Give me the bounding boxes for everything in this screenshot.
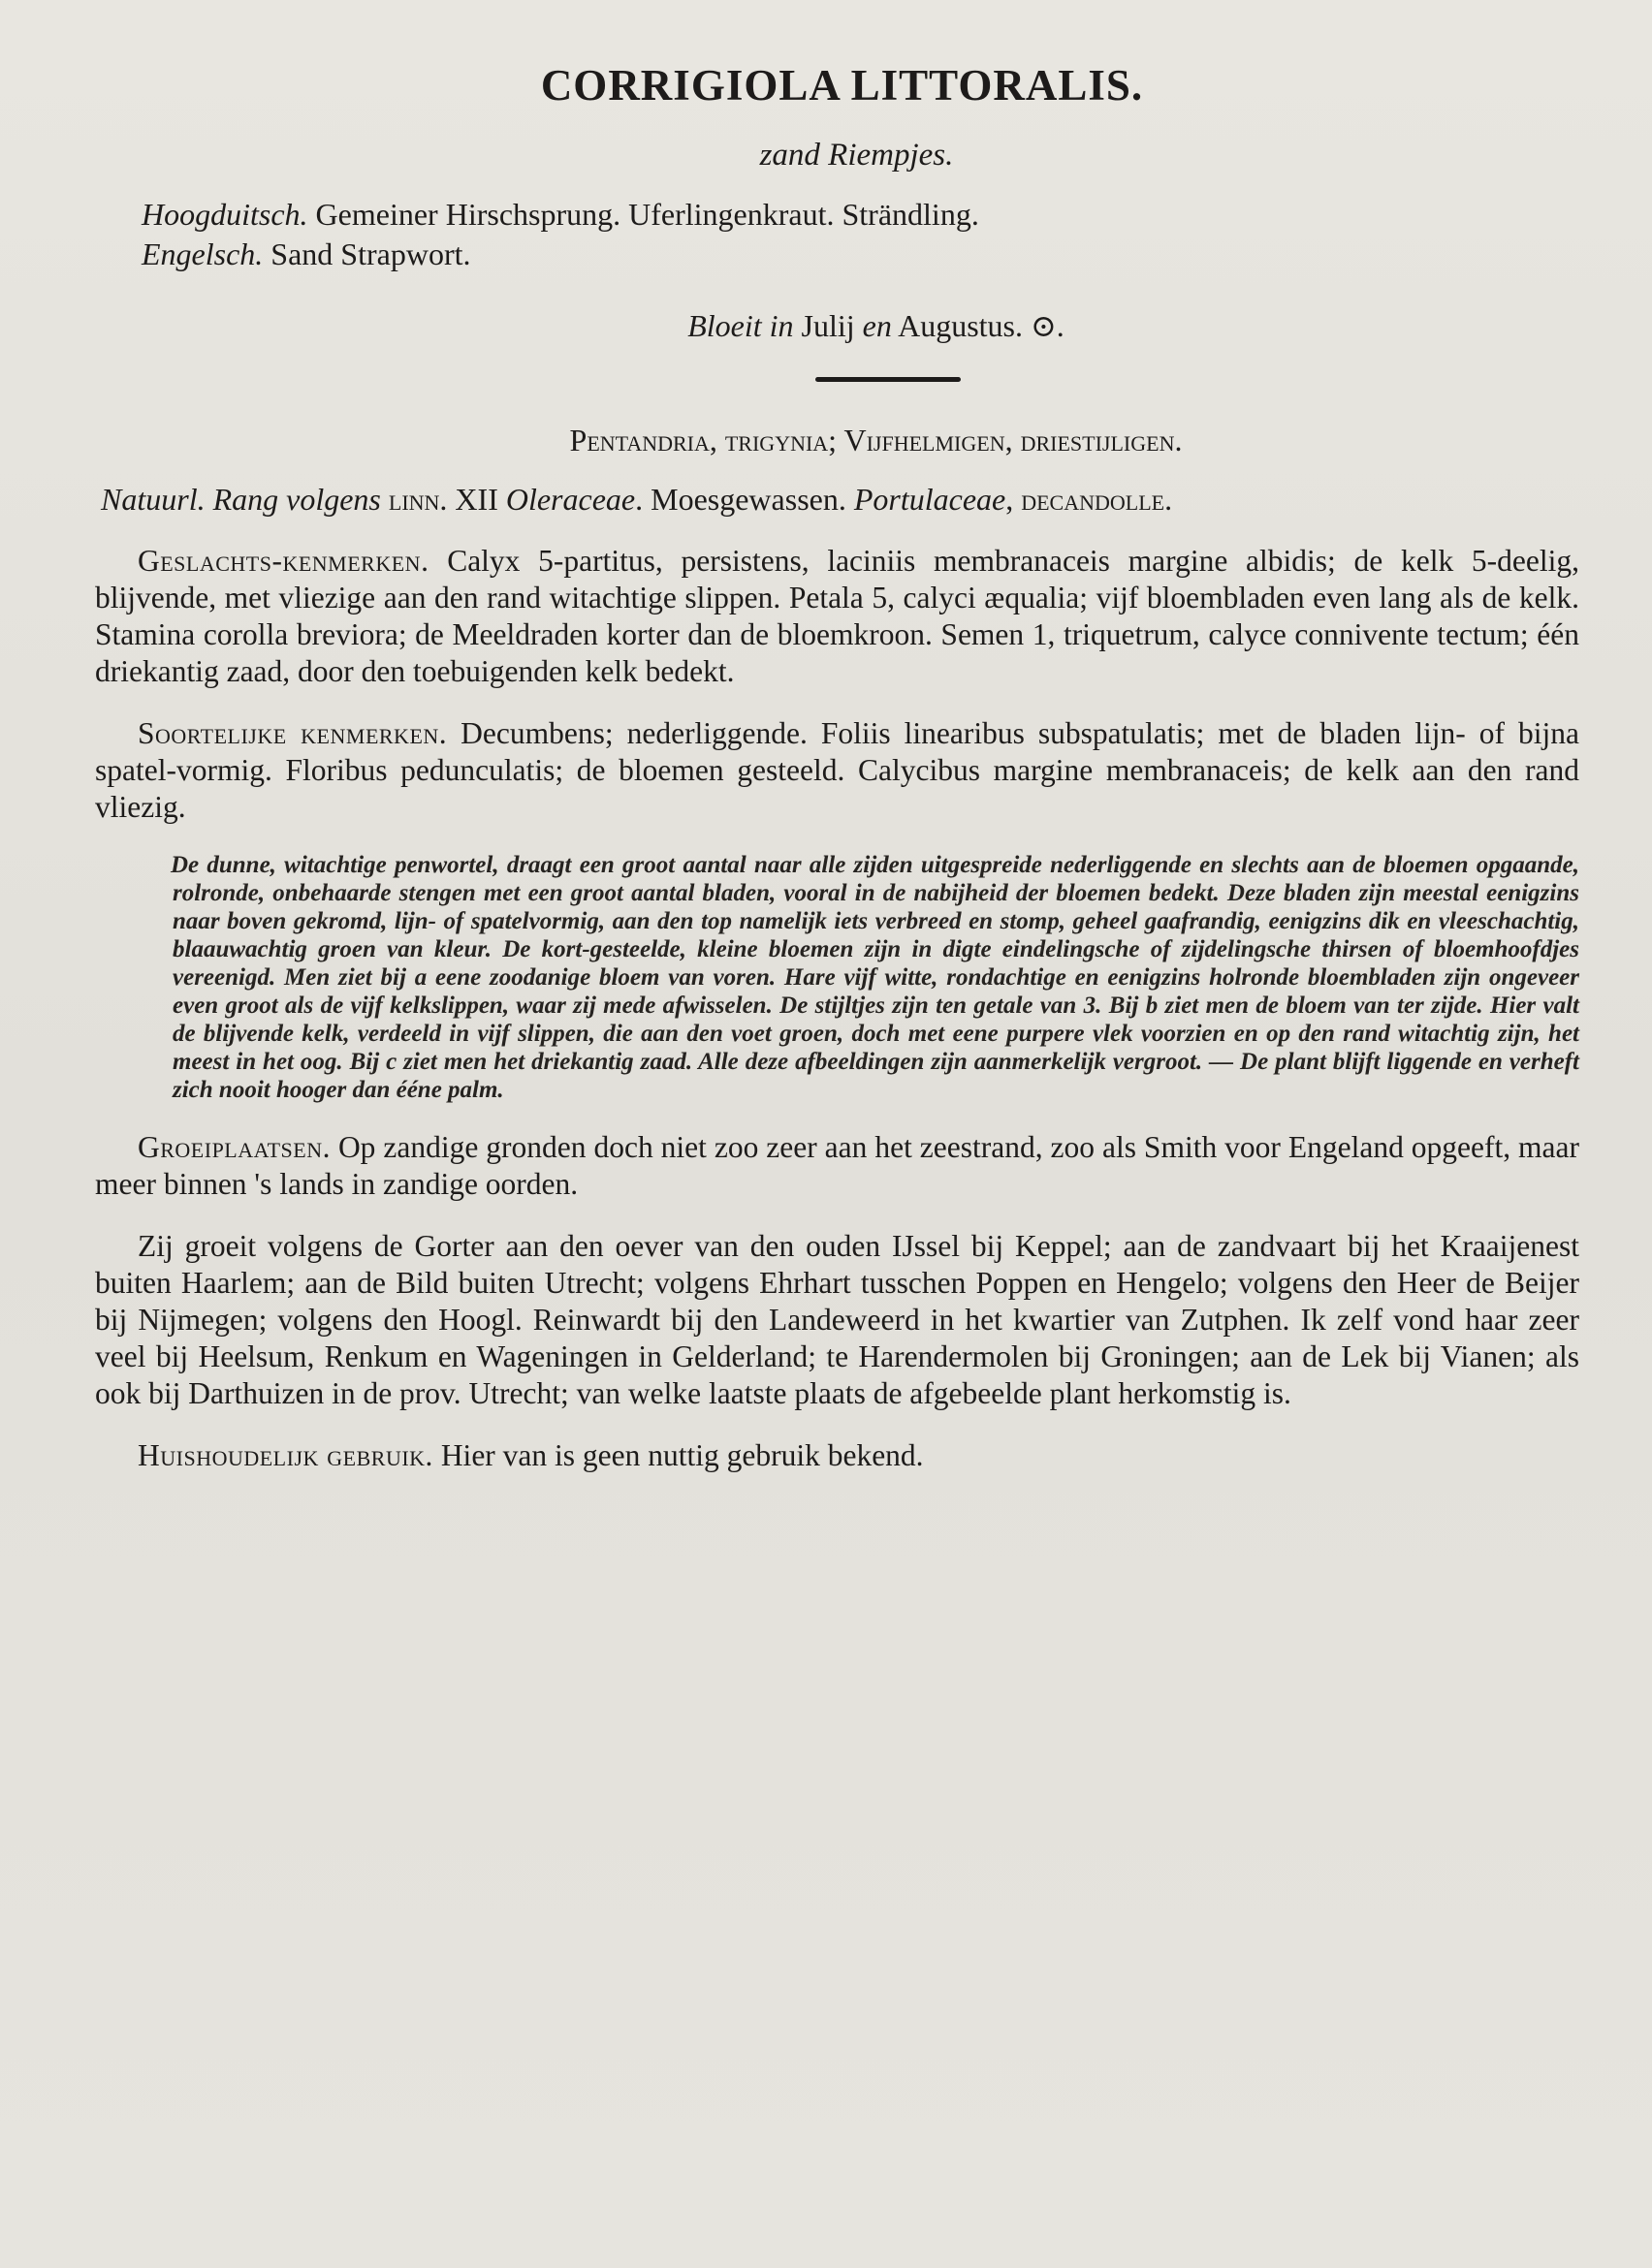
- habitat-text: Op zandige gronden doch niet zoo zeer aan het zeestrand, zoo als Smith voor Engeland opgeeft, maar meer binnen 's lands in zandige oorden.: [95, 1130, 1580, 1201]
- localities: [95, 1228, 1579, 1412]
- english-names: Sand Strapwort.: [270, 236, 471, 271]
- vernacular-name: zand Riempjes.: [759, 138, 954, 173]
- localities-text: Zij groeit volgens de Gorter aan den oever van den ouden IJssel bij Keppel; aan de zandvaart bij het Kraaijenest buiten Haarlem; aan de Bild buiten Utrecht; volgens Ehrhart tusschen Poppen en Hengelo; volgens den Heer de Beijer bij Nijmegen; volgens den Hoogl. Reinwardt bij den Landeweerd in het kwartier van Zutphen. Ik zelf vond haar zeer veel bij Heelsum, Renkum en Wageningen in Gelderland; te Harendermolen bij Groningen; aan de Lek bij Vianen; als ook bij Darthuizen in de prov. Utrecht; van welke laatste plaats de afgebeelde plant herkomstig is.: [95, 1229, 1579, 1410]
- household-use-heading: Huishoudelijk gebruik.: [138, 1438, 433, 1472]
- bloom-conjunction: en: [862, 308, 892, 343]
- rank-family-1: Oleraceae: [505, 482, 636, 517]
- bloom-month-2: Augustus. ⊙.: [898, 308, 1064, 343]
- linnaean-system: Pentandria, trigynia; Vijfhelmigen, driestijligen.: [569, 423, 1183, 457]
- english-label: Engelsch.: [142, 236, 264, 271]
- genus-characters-heading: Geslachts-kenmerken.: [138, 544, 429, 578]
- bloom-month-1: Julij: [801, 308, 855, 343]
- german-names-line: [142, 195, 1579, 235]
- german-names: Gemeiner Hirschsprung. Uferlingenkraut. Strändling.: [315, 197, 979, 232]
- rank-author: decandolle.: [1021, 482, 1173, 517]
- species-characters-text: Decumbens; nederliggende. Foliis linearibus subspatulatis; met de bladen lijn- of bijna spatel-vormig. Floribus pedunculatis; de bloemen gesteeld. Calycibus margine membranaceis; de kelk aan den rand vliezig.: [95, 716, 1579, 824]
- habitat: [95, 1129, 1579, 1203]
- bloom-period: [95, 307, 1579, 344]
- english-names-line: [142, 235, 1579, 274]
- household-use-text: Hier van is geen nuttig gebruik bekend.: [440, 1438, 924, 1472]
- household-use: [95, 1437, 1579, 1474]
- german-label: Hoogduitsch.: [142, 197, 308, 232]
- species-characters-heading: Soortelijke kenmerken.: [138, 716, 448, 750]
- rank-number: XII: [455, 482, 498, 517]
- rank-dutch: Moesgewassen.: [651, 482, 846, 517]
- natural-rank: Natuurl. Rang volgens linn. XII Oleraceae. Moesgewassen. Portulaceae, decandolle.: [101, 482, 1173, 517]
- rank-linn: linn.: [388, 482, 448, 517]
- genus-characters-text: Calyx 5-partitus, persistens, laciniis membranaceis margine albidis; de kelk 5-deelig, blijvende, met vliezige aan den rand witachtige slippen. Petala 5, calyci æqualia; vijf bloembladen even lang als de kelk. Stamina corolla breviora; de Meeldraden korter dan de bloemkroon. Semen 1, triquetrum, calyce connivente tectum; één driekantig zaad, door den toebuigenden kelk bedekt.: [95, 544, 1580, 688]
- habitat-heading: Groeiplaatsen.: [138, 1130, 331, 1164]
- rank-family-2: Portulaceae: [853, 482, 1006, 517]
- species-characters: [95, 715, 1579, 826]
- plant-description: De dunne, witachtige penwortel, draagt een groot aantal naar alle zijden uitgespreide nederliggende en slechts aan de bloemen opgaande, rolronde, onbehaarde stengen met een groot aantal bladen, vooral in de nabijheid der bloemen bedekt. Deze bladen zijn meestal eenigzins naar boven gekromd, lijn- of spatelvormig, aan den top namelijk iets verbreed en stomp, geheel gaafrandig, eenigzins dik en vleeschachtig, blaauwachtig groen van kleur. De kort-gesteelde, kleine bloemen zijn in digte eindelingsche of zijdelingsche thirsen of bloemhoofdjes vereenigd. Men ziet bij a eene zoodanige bloem van voren. Hare vijf witte, rondachtige en eenigzins holronde bloembladen zijn ongeveer even groot als de vijf kelkslippen, waar zij mede afwisselen. De stijltjes zijn ten getale van 3. Bij b ziet men de bloem van ter zijde. Hier valt de blijvende kelk, verdeeld in vijf slippen, die aan den voet groen, doch met eene purpere vlek voorzien en op den rand witachtig zijn, het meest in het oog. Bij c ziet men het driekantig zaad. Alle deze afbeeldingen zijn aanmerkelijk vergroot. — De plant blijft liggende en verheft zich nooit hooger dan ééne palm.: [171, 852, 1579, 1103]
- common-names: [142, 195, 1579, 274]
- genus-characters: [95, 543, 1579, 690]
- divider-rule: [815, 377, 961, 382]
- rank-label: Natuurl. Rang volgens: [101, 482, 381, 517]
- page-title: CORRIGIOLA LITTORALIS.: [540, 61, 1144, 110]
- bloom-label: Bloeit in: [687, 308, 794, 343]
